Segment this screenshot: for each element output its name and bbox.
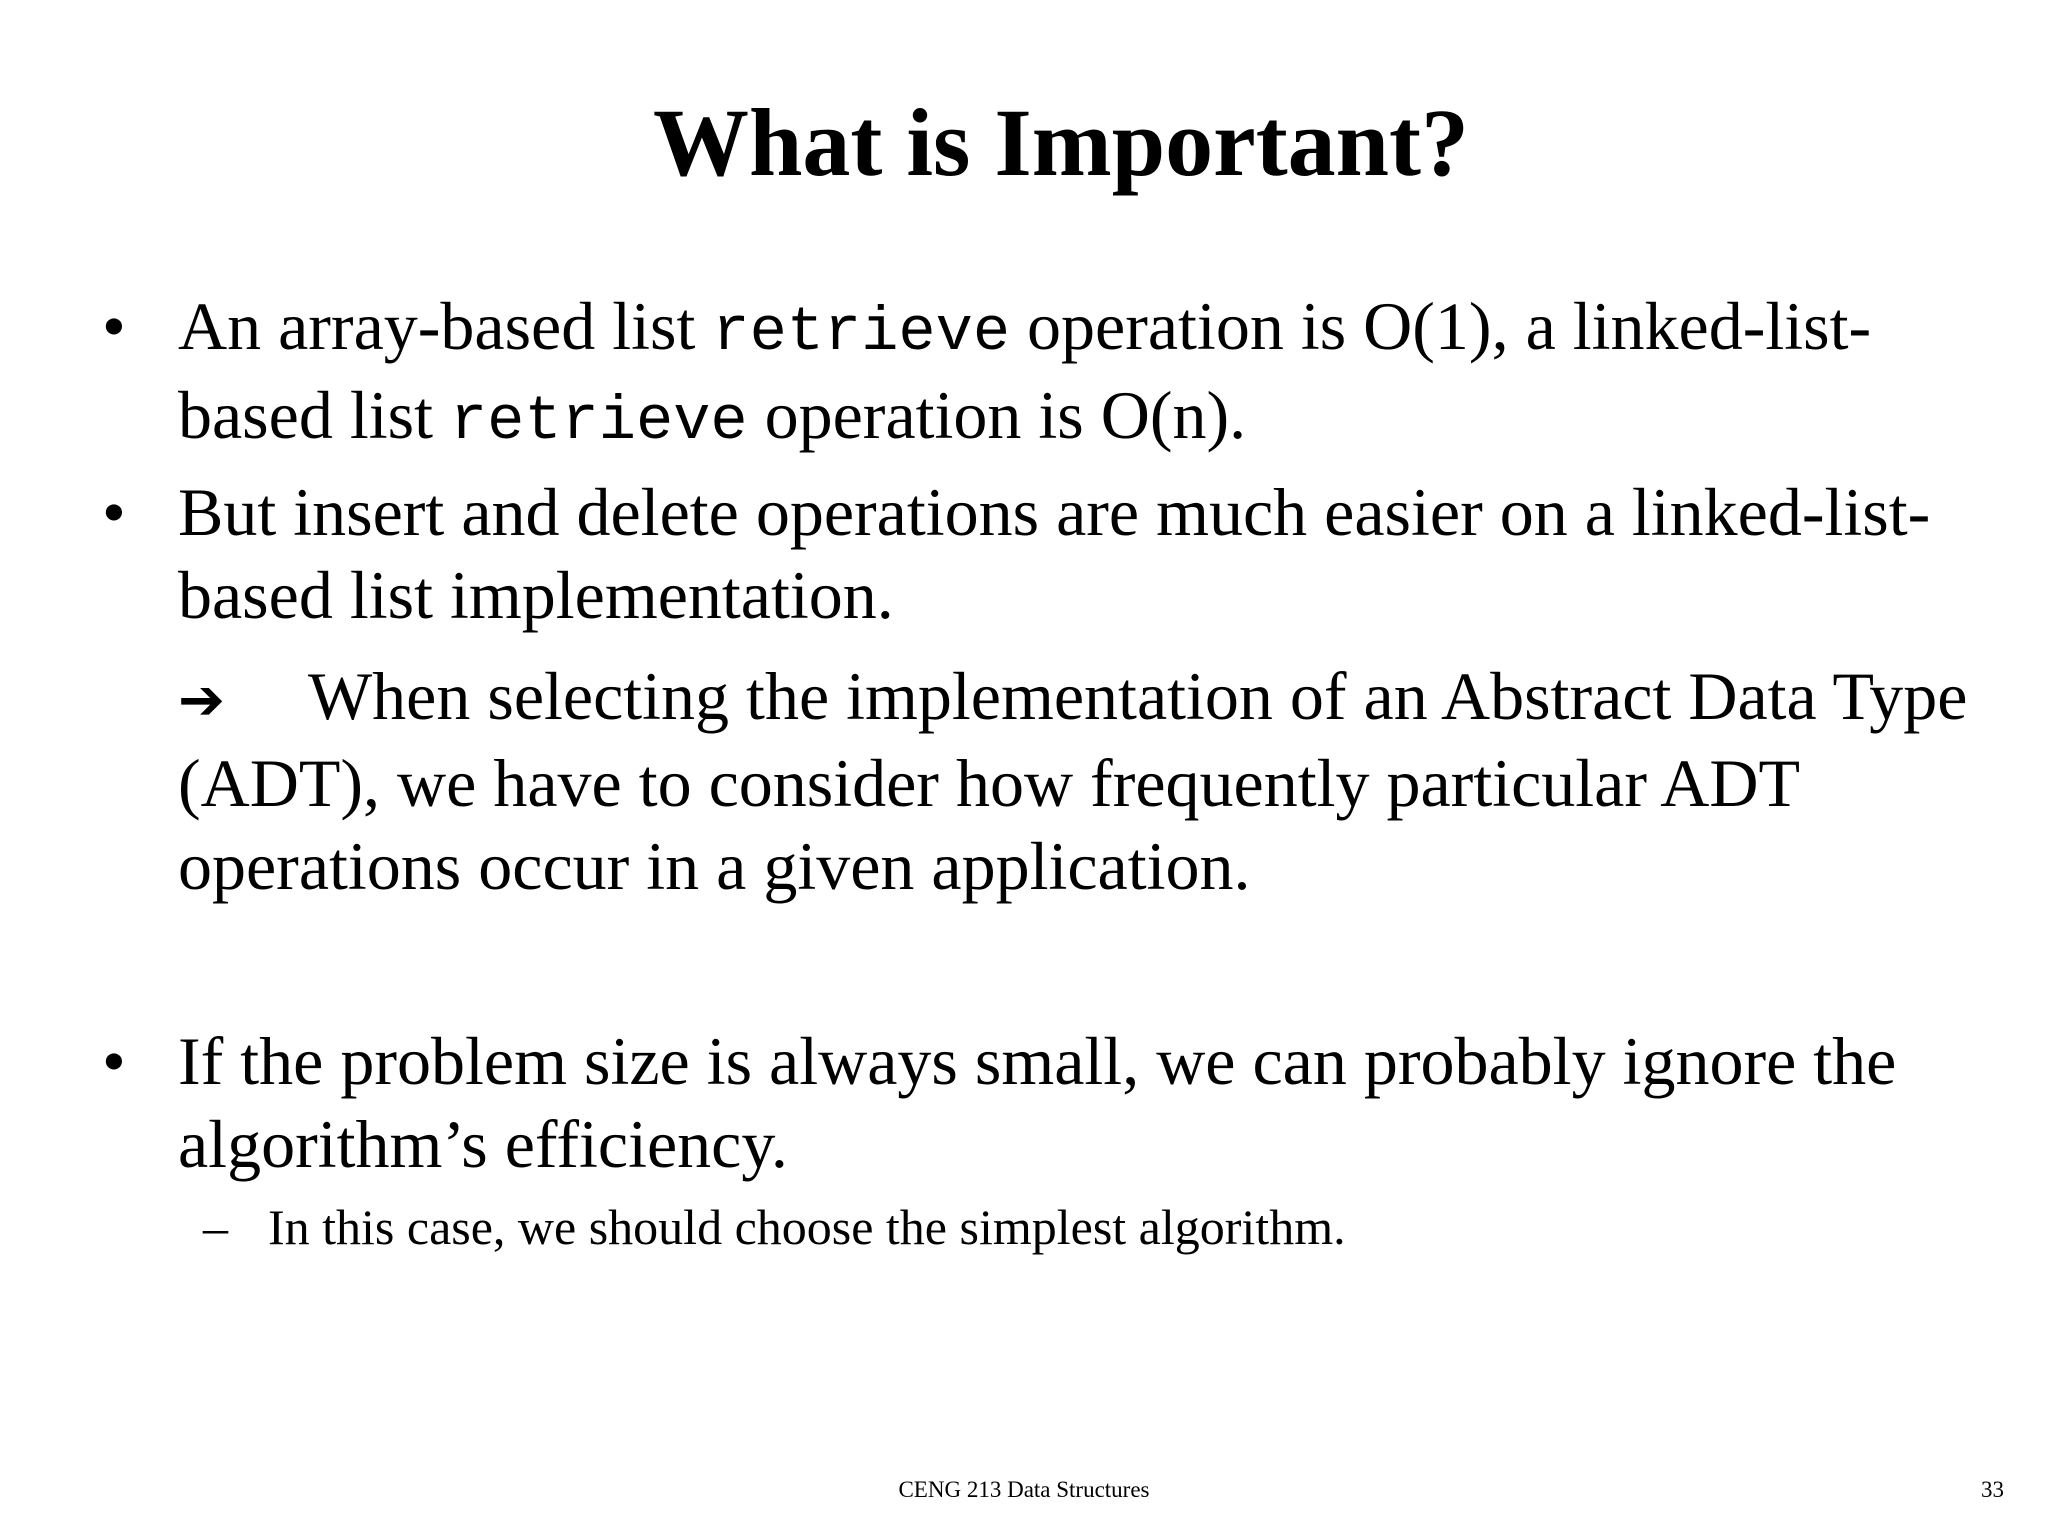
bullet-1-line-2-text-a: based list (178, 377, 450, 453)
sub-bullet-dash: – (203, 1199, 228, 1255)
arrow-note (178, 655, 1967, 908)
bullet-3-line-1: If the problem size is always small, we can probably ignore the (178, 1023, 1897, 1099)
right-arrow-icon: ➔ (178, 668, 225, 733)
bullet-1-line-1 (178, 285, 1871, 374)
slide-title: What is Important? (652, 89, 1470, 196)
page-number: 33 (1981, 1477, 2004, 1502)
footer-course-title: CENG 213 Data Structures (898, 1477, 1150, 1502)
bullet-marker: • (102, 1023, 126, 1099)
bullet-marker: • (102, 288, 126, 364)
arrow-note-line-3: operations occur in a given application. (178, 828, 1251, 904)
bullet-2-line-1: But insert and delete operations are much easier on a linked-list- (178, 474, 1931, 550)
bullet-2 (178, 471, 1930, 637)
arrow-note-line-1-text: When selecting the implementation of an Abstract Data Type (308, 658, 1968, 734)
bullet-3-line-2: algorithm’s efficiency. (178, 1106, 788, 1182)
bullet-1-line-1-text-a: An array-based list (178, 288, 713, 364)
code-retrieve: retrieve (449, 386, 748, 457)
arrow-note-line-1 (178, 655, 1967, 742)
bullet-1-line-2 (178, 374, 1871, 463)
bullet-marker: • (102, 474, 126, 550)
bullet-1-line-2-text-b: operation is O(n). (747, 377, 1247, 453)
arrow-note-line-2: (ADT), we have to consider how frequently particular ADT (178, 745, 1801, 821)
code-retrieve: retrieve (712, 297, 1011, 368)
bullet-1 (178, 285, 1871, 463)
bullet-2-line-2: based list implementation. (178, 557, 894, 633)
bullet-1-line-1-text-b: operation is O(1), a linked-list- (1010, 288, 1872, 364)
sub-bullet-text: In this case, we should choose the simplest algorithm. (268, 1199, 1346, 1255)
bullet-3 (178, 1020, 1896, 1186)
